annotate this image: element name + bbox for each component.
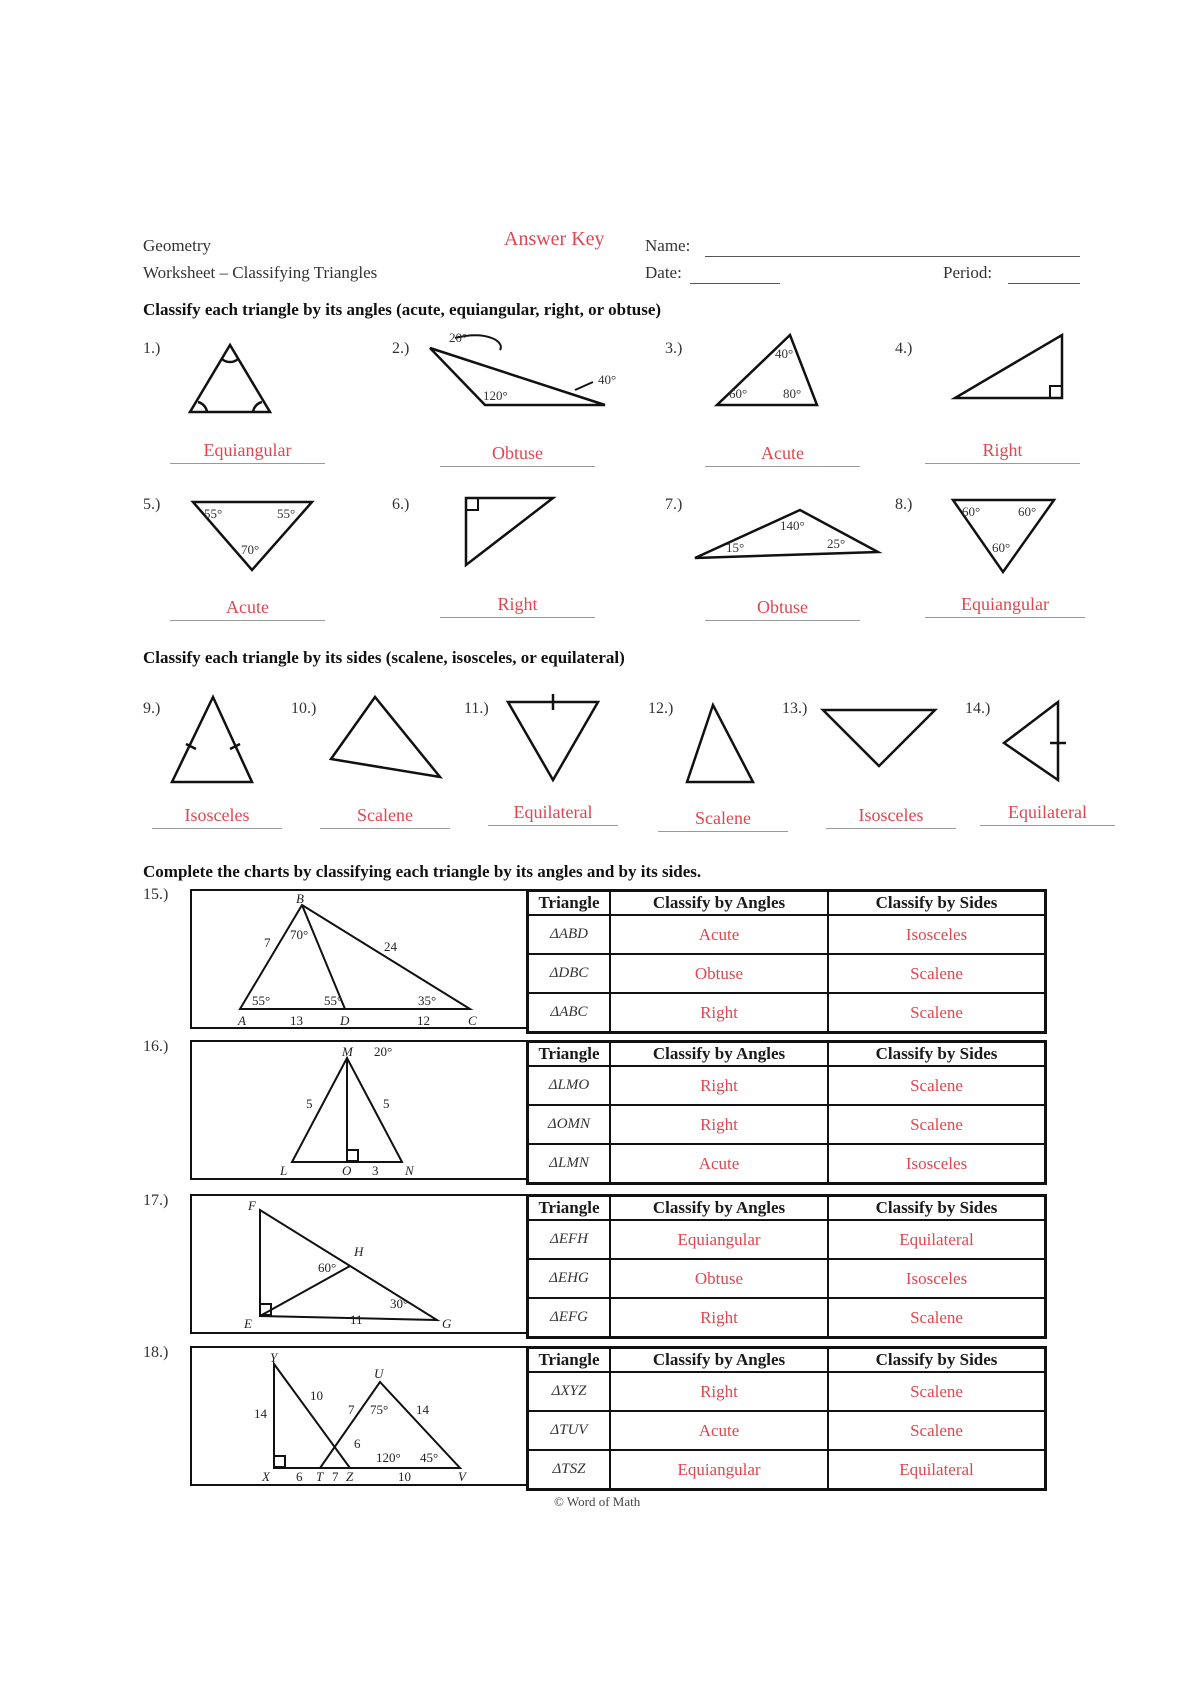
svg-text:14: 14	[416, 1402, 429, 1417]
label-8-60c: 60°	[992, 540, 1011, 555]
table-row: ΔTSZ Equiangular Equilateral	[528, 1450, 1046, 1490]
svg-text:60°: 60°	[318, 1260, 337, 1275]
problem-3-number: 3.)	[665, 340, 683, 357]
figure-15	[190, 889, 529, 1029]
triangle-4	[955, 335, 1062, 398]
chart-17-table: Triangle Classify by Angles Classify by Sides ΔEFH Equiangular Equilateral ΔEHG Obtuse Isosceles ΔEFG Right Scalene	[526, 1194, 1047, 1339]
triangle-14	[1004, 702, 1058, 780]
problem-2-number: 2.)	[392, 340, 410, 357]
table-row: ΔDBC Obtuse Scalene	[528, 954, 1046, 993]
triangle-11	[508, 702, 598, 780]
problem-17-number: 17.)	[143, 1192, 169, 1209]
date-line	[690, 263, 780, 284]
period-line	[1008, 263, 1080, 284]
problem-1-number: 1.)	[143, 340, 161, 357]
period-label: Period:	[943, 263, 993, 282]
triangle-9	[172, 697, 252, 782]
label-7-140: 140°	[780, 518, 805, 533]
answer-4: Right	[925, 440, 1080, 464]
svg-text:T: T	[316, 1469, 324, 1484]
section2-instruction: Classify each triangle by its sides (scalene, isosceles, or equilateral)	[143, 648, 625, 667]
svg-text:45°: 45°	[420, 1450, 439, 1465]
angle-arc-1b	[198, 402, 207, 412]
svg-text:N: N	[405, 1163, 414, 1178]
problem-9-number: 9.)	[143, 700, 161, 717]
right-angle-mark-6	[466, 498, 478, 510]
answer-7: Obtuse	[705, 597, 860, 621]
label-3-60: 60°	[729, 386, 748, 401]
table-row: ΔABC Right Scalene	[528, 993, 1046, 1033]
angle-arc-1a	[222, 359, 238, 362]
label-7-15: 15°	[726, 540, 745, 555]
svg-text:6: 6	[296, 1469, 303, 1484]
label-7-25: 25°	[827, 536, 846, 551]
table-row: ΔEHG Obtuse Isosceles	[528, 1259, 1046, 1298]
svg-text:7: 7	[332, 1469, 339, 1484]
label-3-40: 40°	[775, 346, 794, 361]
angle-arc-1c	[253, 402, 262, 412]
table-row: ΔOMN Right Scalene	[528, 1105, 1046, 1144]
svg-text:M: M	[342, 1044, 353, 1059]
svg-text:55°: 55°	[324, 993, 343, 1008]
table-row: ΔLMN Acute Isosceles	[528, 1144, 1046, 1184]
triangle-13	[823, 710, 935, 766]
svg-text:10: 10	[398, 1469, 411, 1484]
section1-instruction: Classify each triangle by its angles (acute, equiangular, right, or obtuse)	[143, 300, 662, 319]
label-8-60b: 60°	[1018, 504, 1037, 519]
answer-10: Scalene	[320, 805, 450, 829]
svg-text:V: V	[458, 1469, 466, 1484]
svg-text:L: L	[280, 1163, 288, 1178]
problem-7-number: 7.)	[665, 496, 683, 513]
label-2-20: 20°	[449, 330, 468, 345]
problem-8-number: 8.)	[895, 496, 913, 513]
problem-10-number: 10.)	[291, 700, 317, 717]
label-5-55b: 55°	[277, 506, 296, 521]
chart-18-table: Triangle Classify by Angles Classify by Sides ΔXYZ Right Scalene ΔTUV Acute Scalene ΔTSZ Equiangular Equilateral	[526, 1346, 1047, 1491]
triangle-6	[466, 498, 553, 565]
triangle-10	[331, 697, 440, 777]
label-8-60a: 60°	[962, 504, 981, 519]
svg-text:30°: 30°	[390, 1296, 409, 1311]
table-row: ΔTUV Acute Scalene	[528, 1411, 1046, 1450]
triangle-1	[190, 345, 270, 412]
table-row: ΔLMO Right Scalene	[528, 1066, 1046, 1105]
name-label: Name:	[645, 236, 691, 255]
svg-text:7: 7	[348, 1402, 355, 1417]
answer-5: Acute	[170, 597, 325, 621]
problem-16-number: 16.)	[143, 1038, 169, 1055]
triangle-12	[687, 705, 753, 782]
problem-6-number: 6.)	[392, 496, 410, 513]
problem-13-number: 13.)	[782, 700, 808, 717]
svg-text:5: 5	[306, 1096, 313, 1111]
svg-text:7: 7	[264, 935, 271, 950]
svg-text:Z: Z	[346, 1469, 354, 1484]
svg-text:U: U	[374, 1366, 384, 1381]
svg-text:C: C	[468, 1013, 477, 1028]
problem-14-number: 14.)	[965, 700, 991, 717]
problem-5-number: 5.)	[143, 496, 161, 513]
copyright: © Word of Math	[554, 1494, 641, 1509]
label-5-55a: 55°	[204, 506, 223, 521]
svg-text:6: 6	[354, 1436, 361, 1451]
problem-4-number: 4.)	[895, 340, 913, 357]
figure-17	[190, 1194, 529, 1334]
section2-figures	[0, 680, 1200, 800]
section3-instruction: Complete the charts by classifying each triangle by its angles and by its sides.	[143, 862, 702, 881]
label-5-70: 70°	[241, 542, 260, 557]
answer-2: Obtuse	[440, 443, 595, 467]
svg-text:5: 5	[383, 1096, 390, 1111]
answer-14: Equilateral	[980, 802, 1115, 826]
table-row: ΔEFH Equiangular Equilateral	[528, 1220, 1046, 1259]
svg-text:11: 11	[350, 1312, 363, 1327]
problem-12-number: 12.)	[648, 700, 674, 717]
table-row: ΔABD Acute Isosceles	[528, 915, 1046, 954]
figure-16	[190, 1040, 529, 1180]
problem-15-number: 15.)	[143, 886, 169, 903]
svg-text:Y: Y	[270, 1350, 278, 1365]
answer-key-label: Answer Key	[504, 228, 605, 250]
chart-15-table: Triangle Classify by Angles Classify by Sides ΔABD Acute Isosceles ΔDBC Obtuse Scalene ΔABC Right Scalene	[526, 889, 1047, 1034]
right-angle-mark-4	[1050, 386, 1062, 398]
answer-12: Scalene	[658, 808, 788, 832]
triangle-2	[430, 348, 605, 405]
course-label: Geometry	[143, 236, 211, 255]
answer-11: Equilateral	[488, 802, 618, 826]
svg-text:10: 10	[310, 1388, 323, 1403]
svg-text:G: G	[442, 1316, 452, 1331]
svg-text:55°: 55°	[252, 993, 271, 1008]
svg-text:D: D	[340, 1013, 350, 1028]
svg-text:A: A	[238, 1013, 246, 1028]
svg-text:35°: 35°	[418, 993, 437, 1008]
name-line	[705, 236, 1080, 257]
label-2-40: 40°	[598, 372, 617, 387]
svg-text:20°: 20°	[374, 1044, 393, 1059]
svg-text:E: E	[244, 1316, 252, 1331]
chart-16-table: Triangle Classify by Angles Classify by Sides ΔLMO Right Scalene ΔOMN Right Scalene ΔLMN Acute Isosceles	[526, 1040, 1047, 1185]
answer-1: Equiangular	[170, 440, 325, 464]
svg-text:3: 3	[372, 1163, 379, 1178]
problem-18-number: 18.)	[143, 1344, 169, 1361]
problem-11-number: 11.)	[464, 700, 489, 717]
svg-text:X: X	[262, 1469, 270, 1484]
answer-9: Isosceles	[152, 805, 282, 829]
section1-figures	[0, 320, 1200, 640]
label-3-80: 80°	[783, 386, 802, 401]
answer-8: Equiangular	[925, 594, 1085, 618]
figure-18	[190, 1346, 529, 1486]
svg-text:14: 14	[254, 1406, 267, 1421]
svg-text:70°: 70°	[290, 927, 309, 942]
worksheet-title: Worksheet – Classifying Triangles	[143, 263, 378, 282]
label-2-120: 120°	[483, 388, 508, 403]
answer-13: Isosceles	[826, 805, 956, 829]
angle-arrow-2b	[575, 382, 593, 390]
svg-text:B: B	[296, 891, 304, 906]
svg-text:13: 13	[290, 1013, 303, 1028]
answer-3: Acute	[705, 443, 860, 467]
svg-text:75°: 75°	[370, 1402, 389, 1417]
svg-text:12: 12	[417, 1013, 430, 1028]
svg-text:24: 24	[384, 939, 397, 954]
svg-text:O: O	[342, 1163, 352, 1178]
answer-6: Right	[440, 594, 595, 618]
svg-text:F: F	[248, 1198, 256, 1213]
svg-text:H: H	[354, 1244, 364, 1259]
date-label: Date:	[645, 263, 682, 282]
svg-text:120°: 120°	[376, 1450, 401, 1465]
table-row: ΔEFG Right Scalene	[528, 1298, 1046, 1338]
table-row: ΔXYZ Right Scalene	[528, 1372, 1046, 1411]
